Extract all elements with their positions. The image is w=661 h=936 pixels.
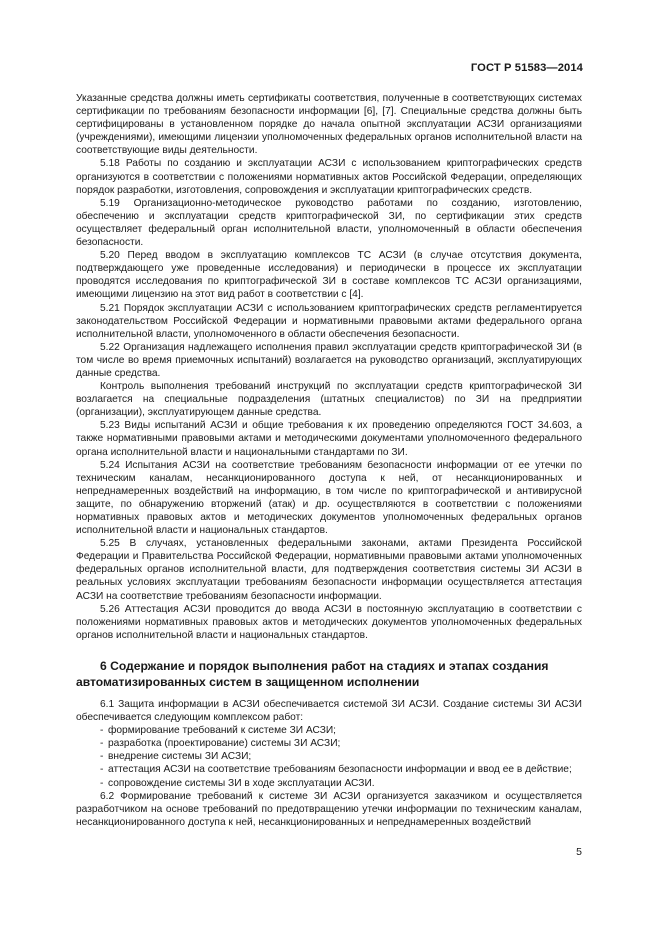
paragraph-5-24: 5.24 Испытания АСЗИ на соответствие требованиям безопасности информации от ее утечки по техническим каналам, несанкционированного доступа к ней, от несанкционированных и непреднамеренных воздействий на информацию, в том числе по криптографической и антивирусной защите, по обнаружению вторжений (атак) и др. осуществляются в соответствии с положениями нормативных правовых актов и методических документов уполномоченных федеральных органов исполнительной власти и национальных стандартов.: [76, 459, 582, 537]
standard-code: ГОСТ Р 51583—2014: [470, 62, 583, 74]
paragraph-6-2: 6.2 Формирование требований к системе ЗИ АСЗИ организуется заказчиком и осуществляется разработчиком на основе требований по предотвращению утечки информации по техническим каналам, несанкционированного доступа к ней, несанкционированных и непреднамеренных воздействий: [76, 790, 582, 828]
list-item: - внедрение системы ЗИ АСЗИ;: [76, 750, 582, 763]
paragraph-certification: Указанные средства должны иметь сертификаты соответствия, полученные в соответствующих системах сертификации по требованиям безопасности информации [6], [7]. Специальные средства должны быть сертифицированы в установленном порядке до начала опытной эксплуатации АСЗИ организациями (учреждениями), имеющими лицензии уполномоченных федеральных органов исполнительной власти на соответствующие виды деятельности.: [76, 93, 582, 157]
paragraph-5-26: 5.26 Аттестация АСЗИ проводится до ввода АСЗИ в постоянную эксплуатацию в соответствии с положениями нормативных правовых актов и методических документов уполномоченных федеральных органов исполнительной власти и национальных стандартов.: [76, 603, 582, 641]
work-list: [76, 724, 582, 789]
paragraph-5-25: 5.25 В случаях, установленных федеральными законами, актами Президента Российской Федерации и Правительства Российской Федерации, нормативными правовыми актами уполномоченных федеральных органов исполнительной власти, для подтверждения соответствия системы ЗИ АСЗИ в реальных условиях эксплуатации требованиям безопасности информации осуществляется аттестация АСЗИ на соответствие требованиям безопасности информации.: [76, 538, 582, 602]
paragraph-5-23: 5.23 Виды испытаний АСЗИ и общие требования к их проведению определяются ГОСТ 34.603, а также нормативными правовыми актами и методическими документами уполномоченного федерального органа исполнительной власти и национальными стандартами по ЗИ.: [76, 420, 582, 458]
paragraph-5-18: 5.18 Работы по созданию и эксплуатации АСЗИ с использованием криптографических средств организуются в соответствии с положениями нормативных актов Российской Федерации, определяющих порядок разработки, изготовления, сопровождения и эксплуатации криптографических средств.: [76, 158, 582, 196]
list-item: - сопровождение системы ЗИ в ходе эксплуатации АСЗИ.: [76, 777, 582, 790]
paragraph-5-22: 5.22 Организация надлежащего исполнения правил эксплуатации средств криптографической ЗИ (в том числе во время приемочных испытаний) возлагается на руководство организаций, эксплуатирующих данные средства.: [76, 341, 582, 379]
paragraph-5-19: 5.19 Организационно-методическое руководство работами по созданию, изготовлению, обеспечению и эксплуатации средств криптографической ЗИ, по сертификации этих средств осуществляет федеральный орган исполнительной власти, уполномоченный в области обеспечения безопасности.: [76, 197, 582, 249]
document-body: [76, 92, 582, 829]
list-item: - разработка (проектирование) системы ЗИ АСЗИ;: [76, 737, 582, 750]
section-6-heading: 6 Содержание и порядок выполнения работ на стадиях и этапах создания автоматизированных систем в защищенном исполнении: [76, 658, 549, 689]
paragraph-control: Контроль выполнения требований инструкций по эксплуатации средств криптографической ЗИ возлагается на специальные подразделения (штатных специалистов) по ЗИ на предприятии (организации), эксплуатирующем данные средства.: [76, 381, 582, 419]
paragraph-5-20: 5.20 Перед вводом в эксплуатацию комплексов ТС АСЗИ (в случае отсутствия документа, подтверждающего уже проведенные исследования) и периодически в процессе их эксплуатации проводятся исследования по криптографической ЗИ в составе комплексов ТС АСЗИ организациями, имеющими лицензию на этот вид работ в соответствии с [4].: [76, 250, 582, 301]
paragraph-5-21: 5.21 Порядок эксплуатации АСЗИ с использованием криптографических средств регламентируется законодательством Российской Федерации и нормативными правовыми актами федерального органа исполнительной власти, уполномоченного в области обеспечения безопасности.: [76, 302, 582, 340]
page-number: 5: [576, 846, 582, 858]
list-item: - формирование требований к системе ЗИ АСЗИ;: [76, 724, 582, 737]
paragraph-6-1: 6.1 Защита информации в АСЗИ обеспечивается системой ЗИ АСЗИ. Создание системы ЗИ АСЗИ обеспечивается следующим комплексом работ:: [76, 698, 582, 724]
list-item: - аттестация АСЗИ на соответствие требованиям безопасности информации и ввод ее в действие;: [76, 763, 582, 776]
